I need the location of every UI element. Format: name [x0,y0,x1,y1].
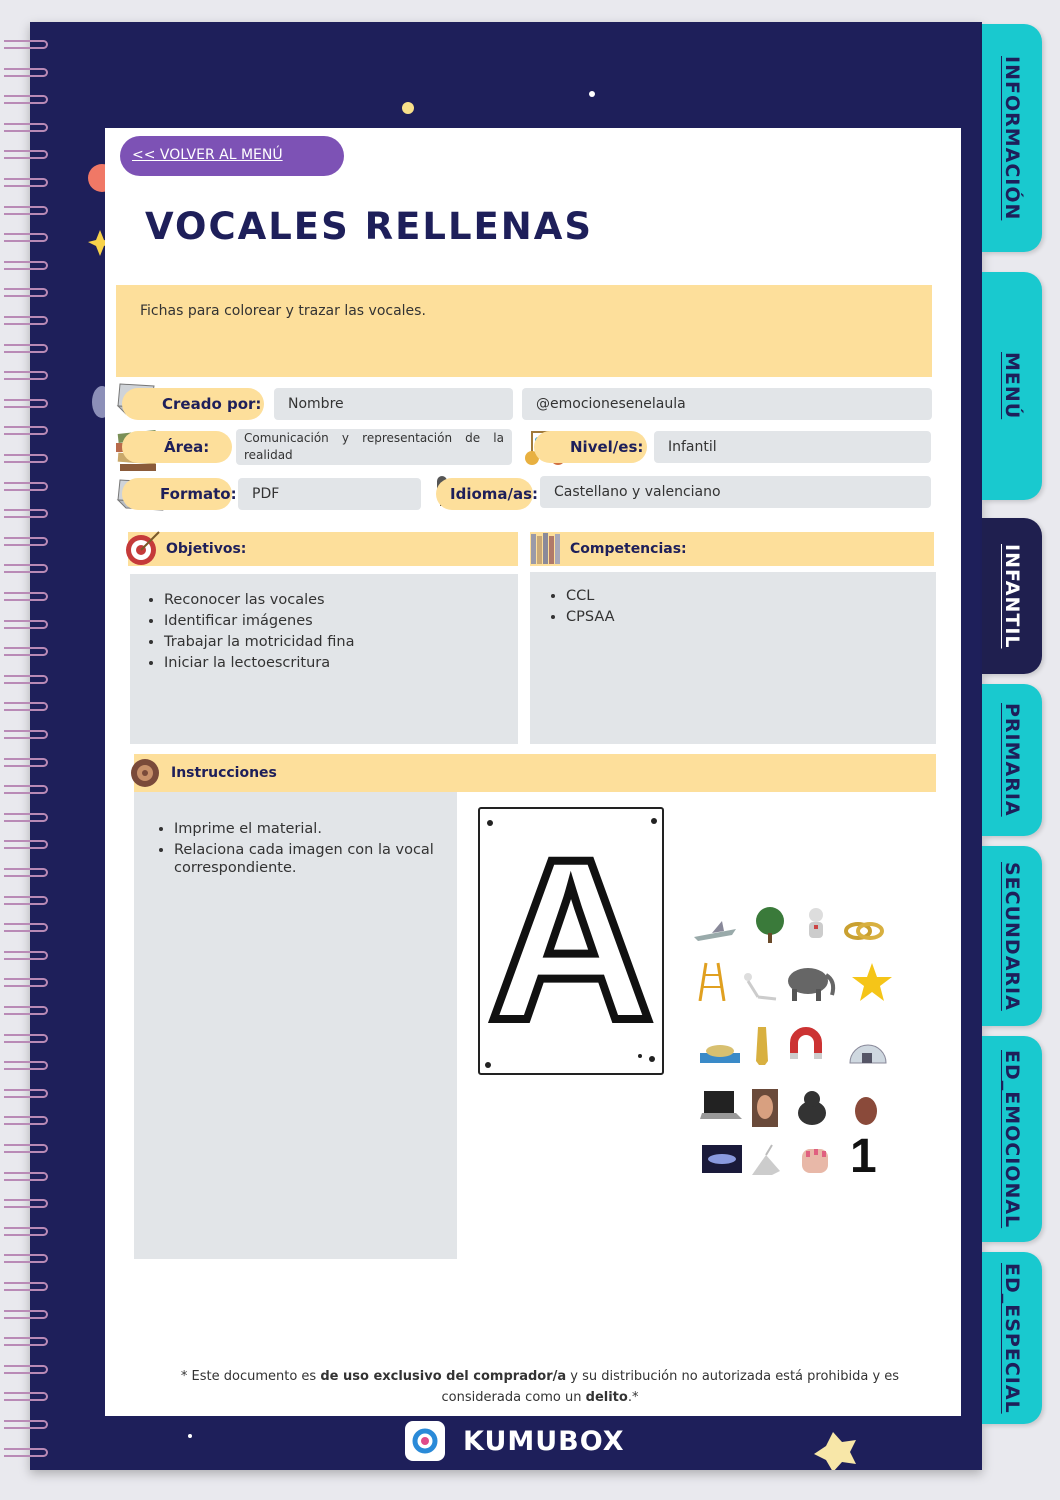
tab-label: ED_ESPECIAL [1001,1262,1023,1414]
objetivos-label: Objetivos: [166,541,247,557]
objetivos-list [130,591,518,672]
footer-text-2: y su distribución no autorizada está prohibida y es considerada como un [441,1369,900,1405]
spiral-ring [4,813,48,822]
spiral-ring [4,178,48,187]
spiral-ring [4,344,48,353]
spiral-ring [4,399,48,408]
tab-label: PRIMARIA [1001,703,1023,817]
spiral-ring [4,482,48,491]
pinecone-icon [846,1091,890,1131]
spiral-ring [4,785,48,794]
spiral-ring [4,68,48,77]
objetivos-header [128,532,518,566]
bookshelf-icon [528,530,564,568]
competencias-list [530,587,936,626]
spiral-ring [4,509,48,518]
spiral-binding [4,40,52,1470]
spiral-ring [4,730,48,739]
tree-icon [750,905,794,945]
tab-ed-especial[interactable] [982,1252,1042,1424]
spiral-ring [4,1282,48,1291]
spiral-ring [4,675,48,684]
spiral-ring [4,923,48,932]
star-icon [850,961,894,1001]
igloo-icon [846,1029,890,1069]
idioma-field: Castellano y valenciano [540,476,931,508]
elephant-icon [780,961,840,1001]
list-item: • Relaciona cada imagen con la vocal correspondiente. [174,841,443,877]
footer-bold-2: delito [585,1390,628,1405]
competencias-box [530,572,936,744]
tab-label: SECUNDARIA [1001,861,1023,1011]
list-item: • Trabajar la motricidad fina [164,633,518,651]
rings-icon [842,909,886,949]
spiral-ring [4,1420,48,1429]
magnet-icon [786,1025,830,1065]
back-to-menu-button[interactable]: << VOLVER AL MENÚ [120,136,344,176]
spiral-ring [4,896,48,905]
tab-label: ED_EMOCIONAL [1001,1049,1023,1229]
tab-informacion[interactable] [982,24,1042,252]
spiral-ring [4,620,48,629]
objetivos-box [130,574,518,744]
footer-text-1: * Este documento es [180,1369,321,1384]
laptop-picture-icon [700,1087,744,1127]
spiral-ring [4,95,48,104]
idioma-label: Idioma/as: [436,478,533,510]
tab-label: INFANTIL [1001,543,1023,649]
list-item: • CCL [566,587,936,605]
spiral-ring [4,40,48,49]
list-item: • Identificar imágenes [164,612,518,630]
island-icon [698,1029,742,1069]
unicorn-icon [746,1141,790,1181]
tab-label: MENÚ [1001,352,1023,420]
brand-name: KUMUBOX [463,1425,625,1457]
letter-outline-image [480,809,662,1073]
spiral-ring [4,1006,48,1015]
spiral-ring [4,1227,48,1236]
spiral-ring [4,564,48,573]
tab-menu[interactable] [982,272,1042,500]
tab-ed-emocional[interactable] [982,1036,1042,1242]
formato-field: PDF [238,478,421,510]
galaxy-icon [700,1141,744,1181]
bear-icon [792,1087,836,1127]
spiral-ring [4,1337,48,1346]
spiral-ring [4,261,48,270]
list-item: • Imprime el material. [174,820,443,838]
spiral-ring [4,316,48,325]
ladder-icon [696,961,740,1001]
copyright-notice [160,1366,920,1408]
description-text: Fichas para colorear y trazar las vocales. [140,303,426,319]
spiral-ring [4,1310,48,1319]
tab-primaria[interactable] [982,684,1042,836]
instrucciones-header [134,754,936,792]
spiral-ring [4,150,48,159]
spiral-ring [4,978,48,987]
ear-icon [748,1087,792,1127]
list-item: • CPSAA [566,608,936,626]
spiral-ring [4,702,48,711]
astronaut-icon [796,905,840,945]
pen-icon [742,1025,786,1065]
tab-label: INFORMACIÓN [1001,55,1023,221]
spiral-ring [4,288,48,297]
spiral-ring [4,206,48,215]
spiral-ring [4,1448,48,1457]
instrucciones-label: Instrucciones [171,765,277,781]
list-item: • Iniciar la lectoescritura [164,654,518,672]
skeleton-icon [738,965,782,1005]
spiral-ring [4,1116,48,1125]
spiral-ring [4,454,48,463]
author-handle-field: @emocionesenelaula [522,388,932,420]
spiral-ring [4,1089,48,1098]
instrucciones-box [134,792,457,1259]
spiral-ring [4,537,48,546]
tab-secundaria[interactable] [982,846,1042,1026]
nivel-field: Infantil [654,431,931,463]
tab-infantil[interactable] [982,518,1042,674]
preview-letter: A [487,811,655,1068]
footer-text-3: .* [627,1390,639,1405]
spiral-ring [4,233,48,242]
target-icon [123,530,163,568]
spiral-ring [4,1172,48,1181]
spiral-ring [4,1254,48,1263]
number-one: 1 [850,1130,877,1183]
spiral-ring [4,647,48,656]
spiral-ring [4,426,48,435]
spiral-ring [4,1144,48,1153]
picture-grid [692,905,902,1185]
page-title: VOCALES RELLENAS [145,205,594,248]
area-label: Área: [122,431,232,463]
letter-preview-card [478,807,664,1075]
creado-label: Creado por: [122,388,264,420]
spiral-ring [4,1034,48,1043]
spiral-ring [4,1199,48,1208]
list-item: • Reconocer las vocales [164,591,518,609]
spiral-ring [4,1392,48,1401]
airplane-icon [692,913,736,953]
spiral-ring [4,592,48,601]
author-name-field: Nombre [274,388,513,420]
description-box [116,285,932,377]
footer-bold-1: de uso exclusivo del comprador/a [320,1369,567,1384]
spiral-ring [4,951,48,960]
spiral-ring [4,371,48,380]
formato-label: Formato: [122,478,232,510]
spiral-ring [4,1061,48,1070]
spiral-ring [4,758,48,767]
instrucciones-list [134,820,443,877]
nails-icon [796,1141,840,1181]
spiral-ring [4,1365,48,1374]
gear-icon [128,756,162,790]
competencias-header [530,532,934,566]
spiral-ring [4,840,48,849]
brand-logo [405,1420,625,1462]
area-field: Comunicación y representación de la realidad [236,429,512,465]
nivel-label: Nivel/es: [534,431,647,463]
spiral-ring [4,868,48,877]
competencias-label: Competencias: [570,541,687,557]
kumubox-logo-icon [405,1421,445,1461]
spiral-ring [4,123,48,132]
